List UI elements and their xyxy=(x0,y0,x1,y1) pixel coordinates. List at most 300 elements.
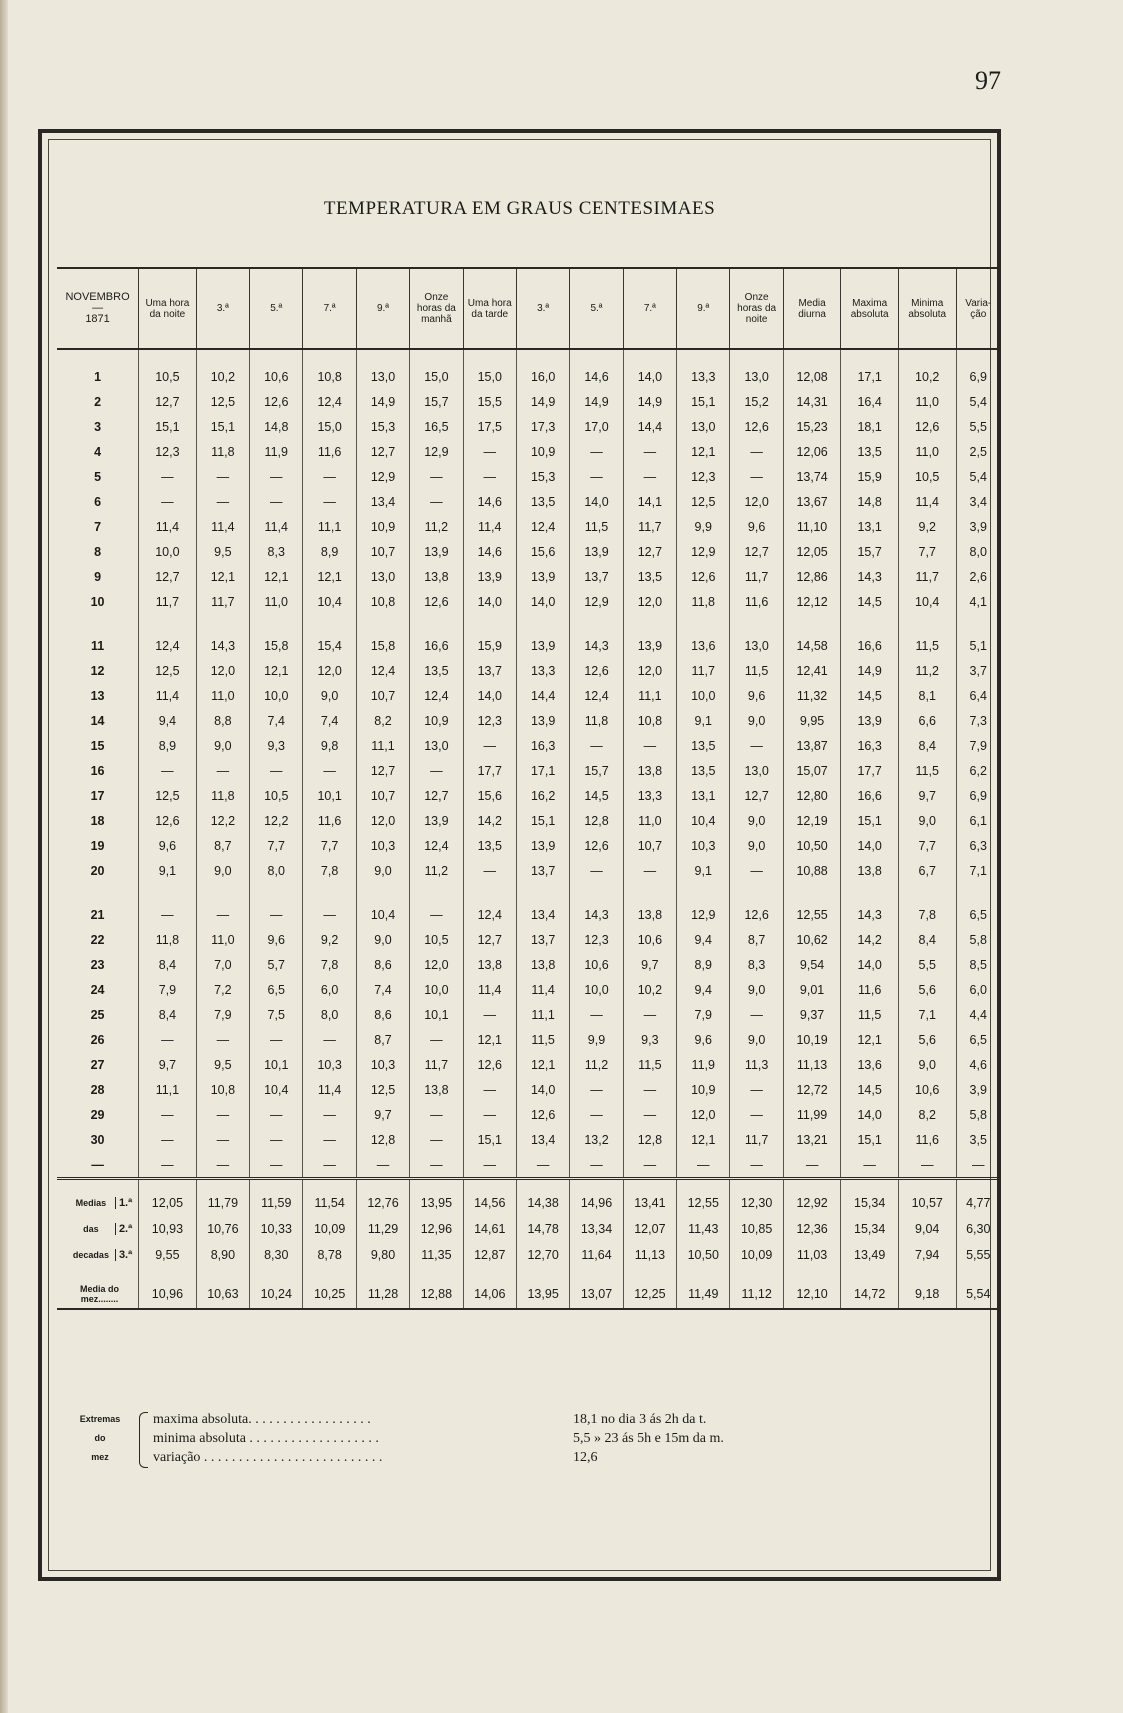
value-cell: 7,9 xyxy=(677,1002,730,1027)
value-cell: 14,9 xyxy=(570,389,623,414)
value-cell: 12,0 xyxy=(730,489,783,514)
value-cell: — xyxy=(410,758,463,783)
value-cell: 13,2 xyxy=(570,1127,623,1152)
value-cell: — xyxy=(570,439,623,464)
value-cell: 11,4 xyxy=(463,977,516,1002)
value-cell: 3,9 xyxy=(956,1077,1000,1102)
value-cell: 10,6 xyxy=(623,927,676,952)
value-cell: 7,1 xyxy=(956,858,1000,883)
value-cell: 6,7 xyxy=(898,858,956,883)
value-cell: 10,5 xyxy=(139,349,197,389)
value-cell: 11,7 xyxy=(898,564,956,589)
value-cell: 11,5 xyxy=(516,1027,569,1052)
value-cell: 9,6 xyxy=(250,927,303,952)
value-cell: 14,0 xyxy=(841,952,899,977)
value-cell: 12,3 xyxy=(570,927,623,952)
value-cell: 13,8 xyxy=(841,858,899,883)
separator-cell xyxy=(139,1179,197,1191)
value-cell: 11,5 xyxy=(898,614,956,658)
value-cell: 10,6 xyxy=(898,1077,956,1102)
value-cell: 12,2 xyxy=(196,808,249,833)
day-cell: 14 xyxy=(90,713,105,728)
decade-mean-cell: 13,41 xyxy=(623,1190,676,1216)
value-cell: 16,5 xyxy=(410,414,463,439)
value-cell: 12,9 xyxy=(677,539,730,564)
decade-mean-cell: 12,05 xyxy=(139,1190,197,1216)
value-cell: 9,7 xyxy=(623,952,676,977)
value-cell: 17,3 xyxy=(516,414,569,439)
value-cell: 12,7 xyxy=(139,564,197,589)
value-cell: 15,0 xyxy=(463,349,516,389)
day-cell: 22 xyxy=(90,932,105,947)
value-cell: 12,1 xyxy=(303,564,356,589)
value-cell: — xyxy=(303,1127,356,1152)
value-cell: — xyxy=(463,439,516,464)
value-cell: 11,6 xyxy=(303,439,356,464)
table-row xyxy=(57,858,1000,883)
decade-mean-cell: 12,76 xyxy=(356,1190,409,1216)
value-cell: 14,9 xyxy=(516,389,569,414)
value-cell: 6,0 xyxy=(956,977,1000,1002)
value-cell: 11,7 xyxy=(623,514,676,539)
value-cell: 12,0 xyxy=(623,589,676,614)
value-cell: 12,4 xyxy=(303,389,356,414)
value-cell: 9,3 xyxy=(250,733,303,758)
value-cell: — xyxy=(139,1102,197,1127)
spacer-cell xyxy=(516,1268,569,1280)
value-cell: — xyxy=(623,733,676,758)
month-mean-cell: 14,06 xyxy=(463,1280,516,1309)
value-cell: 11,10 xyxy=(783,514,841,539)
value-cell: — xyxy=(730,1002,783,1027)
value-cell: 5,1 xyxy=(956,614,1000,658)
day-cell: 17 xyxy=(90,788,105,803)
value-cell: 14,0 xyxy=(570,489,623,514)
value-cell: 12,4 xyxy=(410,683,463,708)
value-cell: — xyxy=(410,1152,463,1179)
value-cell: 13,67 xyxy=(783,489,841,514)
value-cell: 13,0 xyxy=(730,349,783,389)
table-row xyxy=(57,1002,1000,1027)
table-row xyxy=(57,349,1000,389)
value-cell: 8,0 xyxy=(250,858,303,883)
spacer-cell xyxy=(783,1268,841,1280)
value-cell: 12,1 xyxy=(196,564,249,589)
table-header xyxy=(57,268,1000,349)
header-col-1: 3.ª xyxy=(196,268,249,349)
value-cell: 15,8 xyxy=(356,614,409,658)
decade-mean-cell: 10,09 xyxy=(730,1242,783,1268)
table-frame-inner xyxy=(48,139,991,1571)
value-cell: 11,8 xyxy=(677,589,730,614)
value-cell: 15,0 xyxy=(303,414,356,439)
table-row xyxy=(57,708,1000,733)
value-cell: 12,4 xyxy=(410,833,463,858)
value-cell: 11,6 xyxy=(303,808,356,833)
value-cell: 11,7 xyxy=(730,1127,783,1152)
table-row xyxy=(57,658,1000,683)
value-cell: 14,58 xyxy=(783,614,841,658)
value-cell: 12,0 xyxy=(303,658,356,683)
decade-mean-cell: 13,95 xyxy=(410,1190,463,1216)
separator-cell xyxy=(841,1179,899,1191)
value-cell: 9,0 xyxy=(303,683,356,708)
value-cell: — xyxy=(250,1152,303,1179)
value-cell: 14,6 xyxy=(570,349,623,389)
value-cell: 8,6 xyxy=(356,1002,409,1027)
value-cell: — xyxy=(730,733,783,758)
value-cell: — xyxy=(623,858,676,883)
value-cell: 14,5 xyxy=(841,589,899,614)
value-cell: — xyxy=(139,1027,197,1052)
value-cell: 6,3 xyxy=(956,833,1000,858)
separator-row xyxy=(57,1179,1000,1191)
value-cell: 17,5 xyxy=(463,414,516,439)
day-cell: 18 xyxy=(90,813,105,828)
decade-mean-cell: 12,70 xyxy=(516,1242,569,1268)
day-cell: 20 xyxy=(90,863,105,878)
value-cell: 13,8 xyxy=(410,564,463,589)
value-cell: 11,0 xyxy=(196,683,249,708)
value-cell: 10,4 xyxy=(677,808,730,833)
value-cell: 9,4 xyxy=(677,927,730,952)
value-cell: 11,0 xyxy=(898,389,956,414)
month-mean-row xyxy=(57,1280,1000,1309)
value-cell: 13,7 xyxy=(516,927,569,952)
day-cell: 9 xyxy=(94,569,102,584)
extreme-min-value: 5,5 » 23 ás 5h e 15m da m. xyxy=(573,1431,724,1446)
decade-mean-cell: 11,35 xyxy=(410,1242,463,1268)
extremes-label-line-3: mez xyxy=(91,1452,109,1462)
value-cell: 10,3 xyxy=(677,833,730,858)
header-col-6: Uma hora da tarde xyxy=(463,268,516,349)
decade-mean-cell: 10,33 xyxy=(250,1216,303,1242)
day-cell: 6 xyxy=(94,494,102,509)
extremes-label xyxy=(63,1410,137,1467)
month-mean-cell: 12,88 xyxy=(410,1280,463,1309)
value-cell: 13,4 xyxy=(516,1127,569,1152)
spacer-cell xyxy=(623,1268,676,1280)
value-cell: 13,9 xyxy=(516,564,569,589)
spacer-cell xyxy=(730,1268,783,1280)
value-cell: — xyxy=(410,1102,463,1127)
value-cell: 13,0 xyxy=(356,564,409,589)
value-cell: 6,9 xyxy=(956,783,1000,808)
value-cell: 16,6 xyxy=(841,783,899,808)
month-mean-cell: 10,24 xyxy=(250,1280,303,1309)
value-cell: 9,7 xyxy=(356,1102,409,1127)
decade-mean-cell: 10,57 xyxy=(898,1190,956,1216)
value-cell: 3,5 xyxy=(956,1127,1000,1152)
value-cell: — xyxy=(303,1027,356,1052)
value-cell: 15,2 xyxy=(730,389,783,414)
decade-mean-cell: 9,55 xyxy=(139,1242,197,1268)
value-cell: — xyxy=(139,464,197,489)
value-cell: 13,8 xyxy=(410,1077,463,1102)
value-cell: 12,6 xyxy=(570,833,623,858)
value-cell: — xyxy=(410,1027,463,1052)
day-cell: 26 xyxy=(90,1032,105,1047)
value-cell: — xyxy=(730,1077,783,1102)
table-row xyxy=(57,1077,1000,1102)
value-cell: 14,0 xyxy=(841,833,899,858)
value-cell: 10,8 xyxy=(196,1077,249,1102)
value-cell: 14,31 xyxy=(783,389,841,414)
header-col-7: 3.ª xyxy=(516,268,569,349)
value-cell: 11,7 xyxy=(139,589,197,614)
value-cell: 12,4 xyxy=(139,614,197,658)
value-cell: 6,2 xyxy=(956,758,1000,783)
value-cell: 11,7 xyxy=(677,658,730,683)
value-cell: 14,3 xyxy=(570,883,623,927)
value-cell: 10,88 xyxy=(783,858,841,883)
value-cell: — xyxy=(463,858,516,883)
value-cell: 12,9 xyxy=(570,589,623,614)
value-cell: 10,5 xyxy=(250,783,303,808)
value-cell: 16,4 xyxy=(841,389,899,414)
value-cell: 10,9 xyxy=(410,708,463,733)
value-cell: 10,9 xyxy=(516,439,569,464)
decade-mean-cell: 12,30 xyxy=(730,1190,783,1216)
table-row xyxy=(57,489,1000,514)
value-cell: 12,08 xyxy=(783,349,841,389)
value-cell: 12,9 xyxy=(356,464,409,489)
value-cell: — xyxy=(463,733,516,758)
table-row xyxy=(57,414,1000,439)
value-cell: 14,2 xyxy=(841,927,899,952)
value-cell: 5,4 xyxy=(956,389,1000,414)
value-cell: 15,1 xyxy=(196,414,249,439)
page-number: 97 xyxy=(975,66,1001,95)
value-cell: 9,7 xyxy=(898,783,956,808)
value-cell: — xyxy=(250,1102,303,1127)
value-cell: 2,6 xyxy=(956,564,1000,589)
decade-mean-cell: 11,64 xyxy=(570,1242,623,1268)
value-cell: — xyxy=(139,489,197,514)
spacer-cell xyxy=(410,1268,463,1280)
value-cell: — xyxy=(570,1152,623,1179)
value-cell: 10,8 xyxy=(356,589,409,614)
value-cell: 16,6 xyxy=(841,614,899,658)
value-cell: 12,6 xyxy=(730,414,783,439)
value-cell: 14,6 xyxy=(463,539,516,564)
table-row xyxy=(57,927,1000,952)
value-cell: — xyxy=(463,1102,516,1127)
value-cell: 10,9 xyxy=(356,514,409,539)
value-cell: 9,6 xyxy=(730,683,783,708)
value-cell: 15,1 xyxy=(841,1127,899,1152)
value-cell: — xyxy=(463,464,516,489)
value-cell: 13,8 xyxy=(623,758,676,783)
value-cell: 13,9 xyxy=(410,539,463,564)
value-cell: 13,0 xyxy=(730,614,783,658)
value-cell: 8,2 xyxy=(356,708,409,733)
value-cell: 11,6 xyxy=(898,1127,956,1152)
extreme-variation-label: variação . . . . . . . . . . . . . . . . . . . . . . . . . . xyxy=(153,1450,383,1465)
value-cell: 13,7 xyxy=(516,858,569,883)
separator-cell xyxy=(463,1179,516,1191)
separator-cell xyxy=(516,1179,569,1191)
value-cell: — xyxy=(196,758,249,783)
value-cell: 13,7 xyxy=(463,658,516,683)
value-cell: 12,0 xyxy=(410,952,463,977)
day-cell: 13 xyxy=(90,688,105,703)
value-cell: 8,9 xyxy=(677,952,730,977)
day-cell: 27 xyxy=(90,1057,105,1072)
value-cell: 12,1 xyxy=(463,1027,516,1052)
value-cell: 12,3 xyxy=(677,464,730,489)
month-mean-cell: 12,25 xyxy=(623,1280,676,1309)
value-cell: 14,1 xyxy=(623,489,676,514)
decade-label-cell xyxy=(57,1242,139,1268)
separator-cell xyxy=(250,1179,303,1191)
value-cell: — xyxy=(623,464,676,489)
value-cell: 14,5 xyxy=(841,1077,899,1102)
value-cell: 8,7 xyxy=(730,927,783,952)
value-cell: 15,9 xyxy=(841,464,899,489)
decade-mean-cell: 11,13 xyxy=(623,1242,676,1268)
value-cell: — xyxy=(463,1152,516,1179)
day-cell: 25 xyxy=(90,1007,105,1022)
value-cell: 13,0 xyxy=(677,414,730,439)
value-cell: 7,9 xyxy=(956,733,1000,758)
value-cell: 12,1 xyxy=(250,564,303,589)
value-cell: — xyxy=(783,1152,841,1179)
value-cell: 10,0 xyxy=(139,539,197,564)
separator-cell xyxy=(623,1179,676,1191)
value-cell: 13,9 xyxy=(623,614,676,658)
value-cell: — xyxy=(956,1152,1000,1179)
value-cell: 11,8 xyxy=(570,708,623,733)
value-cell: 11,6 xyxy=(841,977,899,1002)
table-row xyxy=(57,564,1000,589)
spacer-cell xyxy=(250,1268,303,1280)
value-cell: 7,0 xyxy=(196,952,249,977)
value-cell: 14,0 xyxy=(463,683,516,708)
table-row xyxy=(57,833,1000,858)
day-cell: 28 xyxy=(90,1082,105,1097)
decade-mean-row xyxy=(57,1190,1000,1216)
separator-cell xyxy=(356,1179,409,1191)
value-cell: 11,2 xyxy=(898,658,956,683)
value-cell: — xyxy=(139,1127,197,1152)
table-row xyxy=(57,883,1000,927)
value-cell: 9,0 xyxy=(898,1052,956,1077)
decade-mean-row xyxy=(57,1216,1000,1242)
value-cell: 12,9 xyxy=(410,439,463,464)
value-cell: 9,0 xyxy=(196,858,249,883)
value-cell: 12,6 xyxy=(463,1052,516,1077)
value-cell: 12,6 xyxy=(410,589,463,614)
day-cell: 5 xyxy=(94,469,102,484)
value-cell: 12,12 xyxy=(783,589,841,614)
value-cell: 10,1 xyxy=(250,1052,303,1077)
value-cell: 13,7 xyxy=(570,564,623,589)
day-cell: 15 xyxy=(90,738,105,753)
value-cell: 17,1 xyxy=(516,758,569,783)
value-cell: — xyxy=(570,1077,623,1102)
value-cell: 12,6 xyxy=(730,883,783,927)
day-cell: — xyxy=(91,1157,104,1172)
value-cell: 9,01 xyxy=(783,977,841,1002)
value-cell: 12,9 xyxy=(677,883,730,927)
day-cell: 12 xyxy=(90,663,105,678)
month-mean-label xyxy=(57,1280,139,1309)
decade-mean-cell: 15,34 xyxy=(841,1190,899,1216)
decade-mean-cell: 7,94 xyxy=(898,1242,956,1268)
value-cell: 10,3 xyxy=(356,1052,409,1077)
value-cell: 11,0 xyxy=(250,589,303,614)
value-cell: 9,7 xyxy=(139,1052,197,1077)
decade-mean-cell: 12,36 xyxy=(783,1216,841,1242)
decade-index: 3.ª xyxy=(115,1249,132,1261)
value-cell: 10,9 xyxy=(677,1077,730,1102)
value-cell: 11,5 xyxy=(841,1002,899,1027)
value-cell: 15,9 xyxy=(463,614,516,658)
value-cell: — xyxy=(250,1027,303,1052)
decade-mean-cell: 11,29 xyxy=(356,1216,409,1242)
value-cell: 15,7 xyxy=(410,389,463,414)
header-col-12: Media diurna xyxy=(783,268,841,349)
decade-mean-cell: 14,38 xyxy=(516,1190,569,1216)
value-cell: 15,1 xyxy=(139,414,197,439)
day-cell: 19 xyxy=(90,838,105,853)
value-cell: 18,1 xyxy=(841,414,899,439)
decade-mean-cell: 13,34 xyxy=(570,1216,623,1242)
value-cell: 12,7 xyxy=(139,389,197,414)
day-cell: 10 xyxy=(90,594,105,609)
value-cell: — xyxy=(463,1077,516,1102)
value-cell: 3,4 xyxy=(956,489,1000,514)
value-cell: 11,7 xyxy=(730,564,783,589)
header-col-2: 5.ª xyxy=(250,268,303,349)
value-cell: 9,0 xyxy=(730,977,783,1002)
table-row xyxy=(57,758,1000,783)
value-cell: 10,0 xyxy=(250,683,303,708)
month-mean-cell: 12,10 xyxy=(783,1280,841,1309)
value-cell: 12,6 xyxy=(570,658,623,683)
extreme-variation-value: 12,6 xyxy=(573,1450,598,1465)
value-cell: 9,5 xyxy=(196,1052,249,1077)
decade-mean-cell: 10,93 xyxy=(139,1216,197,1242)
value-cell: 12,06 xyxy=(783,439,841,464)
value-cell: 12,05 xyxy=(783,539,841,564)
value-cell: 13,5 xyxy=(677,758,730,783)
value-cell: 13,8 xyxy=(516,952,569,977)
value-cell: 13,9 xyxy=(410,808,463,833)
value-cell: 11,4 xyxy=(250,514,303,539)
value-cell: 11,2 xyxy=(570,1052,623,1077)
decade-mean-cell: 10,50 xyxy=(677,1242,730,1268)
value-cell: 9,9 xyxy=(570,1027,623,1052)
value-cell: 10,7 xyxy=(623,833,676,858)
value-cell: 12,0 xyxy=(623,658,676,683)
day-cell: 7 xyxy=(94,519,102,534)
value-cell: 10,2 xyxy=(196,349,249,389)
value-cell: 10,4 xyxy=(303,589,356,614)
value-cell: 9,6 xyxy=(730,514,783,539)
header-col-5: Onze horas da manhã xyxy=(410,268,463,349)
value-cell: 8,4 xyxy=(139,952,197,977)
value-cell: 10,3 xyxy=(356,833,409,858)
month-mean-cell: 10,63 xyxy=(196,1280,249,1309)
value-cell: 6,5 xyxy=(250,977,303,1002)
value-cell: 12,2 xyxy=(250,808,303,833)
value-cell: 8,6 xyxy=(356,952,409,977)
header-row xyxy=(57,268,1000,349)
value-cell: 14,0 xyxy=(841,1102,899,1127)
value-cell: 12,7 xyxy=(356,758,409,783)
